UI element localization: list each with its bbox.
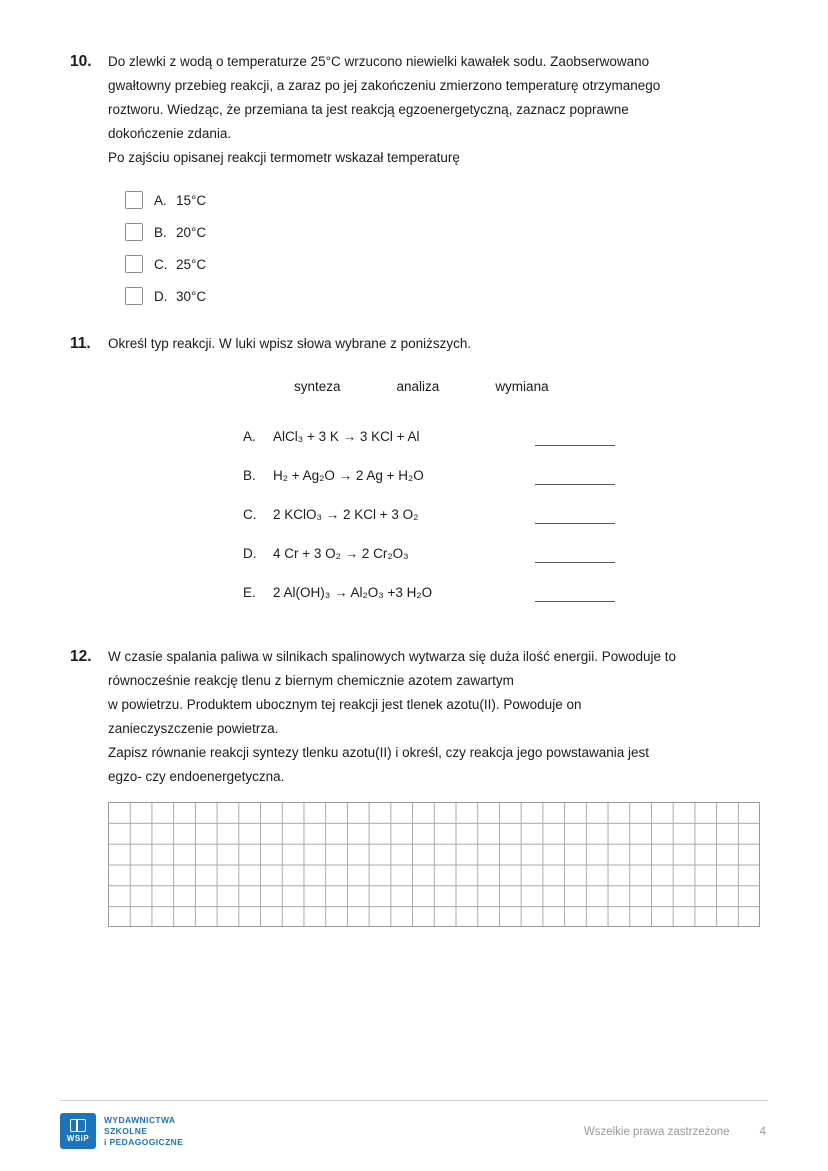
option-b-value: 20°C xyxy=(176,224,207,240)
option-b-letter: B. xyxy=(154,224,167,240)
equation-d-formula: 4 Cr + 3 O₂ → 2 Cr₂O₃ xyxy=(273,546,409,561)
equation-e-answer-blank[interactable] xyxy=(535,584,615,602)
equation-row-e xyxy=(243,580,770,602)
page-number: 4 xyxy=(759,1126,766,1138)
answer-grid[interactable] xyxy=(108,802,760,927)
question-10-number: 10. xyxy=(70,53,92,70)
wsip-logo-glyph-icon xyxy=(70,1119,86,1132)
rights-notice: Wszelkie prawa zastrzeżone xyxy=(583,1126,730,1138)
answer-option-b xyxy=(125,216,770,248)
publisher-name xyxy=(104,1115,183,1148)
question-12-text-line: w powietrzu. Produktem ubocznym tej reakcji jest tlenek azotu(II). Powoduje on xyxy=(108,697,582,712)
option-a-letter: A. xyxy=(154,192,167,208)
question-10 xyxy=(70,50,770,312)
equation-row-a xyxy=(243,424,770,446)
question-10-text-line: roztworu. Wiedząc, że przemiana ta jest reakcją egzoenergetyczną, zaznacz poprawne xyxy=(108,102,629,117)
publisher-line: WYDAWNICTWA xyxy=(104,1114,176,1125)
option-b-checkbox[interactable] xyxy=(125,223,143,241)
answer-option-c xyxy=(125,248,770,280)
word-bank-item-wymiana: wymiana xyxy=(495,379,549,394)
option-a-checkbox[interactable] xyxy=(125,191,143,209)
option-d-value: 30°C xyxy=(176,288,207,304)
question-11-text: Określ typ reakcji. W luki wpisz słowa wybrane z poniższych. xyxy=(108,336,472,351)
option-c-value: 25°C xyxy=(176,256,207,272)
equation-b-formula: H₂ + Ag₂O → 2 Ag + H₂O xyxy=(273,468,424,483)
wsip-logo-text: WSiP xyxy=(66,1134,90,1143)
equation-b-letter: B. xyxy=(243,468,256,483)
equation-row-b xyxy=(243,463,770,485)
footer-divider xyxy=(60,1100,768,1101)
equation-c-letter: C. xyxy=(243,507,257,522)
equation-a-answer-blank[interactable] xyxy=(535,428,615,446)
equation-e-letter: E. xyxy=(243,585,256,600)
question-12-text-line: równocześnie reakcję tlenu z biernym chemicznie azotem zawartym xyxy=(108,673,514,688)
question-12 xyxy=(70,645,770,927)
question-10-prompt: Po zajściu opisanej reakcji termometr wskazał temperaturę xyxy=(108,150,460,165)
publisher-line: SZKOLNE xyxy=(104,1125,148,1136)
equation-row-c xyxy=(243,502,770,524)
equation-d-letter: D. xyxy=(243,546,257,561)
answer-option-d xyxy=(125,280,770,312)
question-10-text-line: dokończenie zdania. xyxy=(108,126,232,141)
wsip-logo-icon xyxy=(60,1113,96,1149)
option-c-letter: C. xyxy=(154,256,168,272)
footer-meta xyxy=(584,1126,766,1138)
question-12-text-line: egzo- czy endoenergetyczna. xyxy=(108,769,285,784)
publisher-block xyxy=(60,1113,183,1149)
word-bank-item-synteza: synteza xyxy=(294,379,341,394)
question-12-text-line: W czasie spalania paliwa w silnikach spalinowych wytwarza się duża ilość energii. Powoduje to xyxy=(108,649,677,664)
equation-list xyxy=(243,424,770,602)
answer-option-a xyxy=(125,184,770,216)
publisher-line: i PEDAGOGICZNE xyxy=(104,1136,184,1147)
equation-d-answer-blank[interactable] xyxy=(535,545,615,563)
word-bank-item-analiza: analiza xyxy=(396,379,440,394)
equation-b-answer-blank[interactable] xyxy=(535,467,615,485)
equation-row-d xyxy=(243,541,770,563)
option-d-checkbox[interactable] xyxy=(125,287,143,305)
option-d-letter: D. xyxy=(154,288,168,304)
equation-a-formula: AlCl₃ + 3 K → 3 KCl + Al xyxy=(273,429,420,444)
word-bank xyxy=(294,375,770,399)
question-12-number: 12. xyxy=(70,648,92,665)
question-10-text-line: gwałtowny przebieg reakcji, a zaraz po jej zakończeniu zmierzono temperaturę otrzymanego xyxy=(108,78,661,93)
option-a-value: 15°C xyxy=(176,192,207,208)
question-12-text-line: zanieczyszczenie powietrza. xyxy=(108,721,279,736)
option-c-checkbox[interactable] xyxy=(125,255,143,273)
equation-e-formula: 2 Al(OH)₃ → Al₂O₃ +3 H₂O xyxy=(273,585,433,600)
equation-c-answer-blank[interactable] xyxy=(535,506,615,524)
question-10-text-line: Do zlewki z wodą o temperaturze 25°C wrzucono niewielki kawałek sodu. Zaobserwowano xyxy=(108,54,650,69)
equation-a-letter: A. xyxy=(243,429,256,444)
question-11-number: 11. xyxy=(70,335,91,352)
question-12-text-line: Zapisz równanie reakcji syntezy tlenku azotu(II) i określ, czy reakcja jego powstawania jest xyxy=(108,745,649,760)
question-11 xyxy=(70,332,770,619)
equation-c-formula: 2 KClO₃ → 2 KCl + 3 O₂ xyxy=(273,507,419,522)
question-10-options xyxy=(108,184,770,312)
